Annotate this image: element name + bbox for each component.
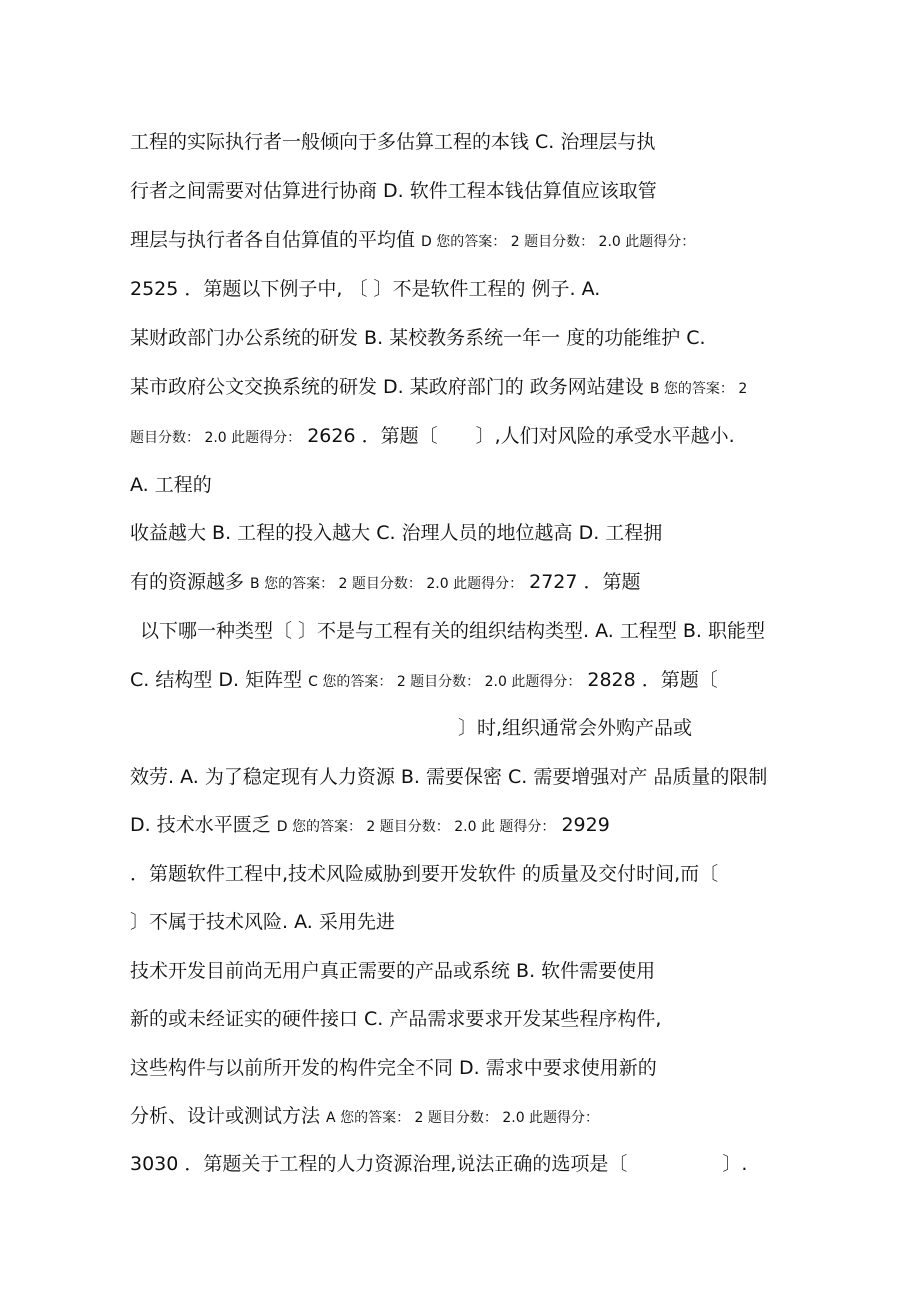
text-segment: 2626 ．第题〔 〕,人们对风险的承受水平越小.: [301, 425, 735, 447]
text-line: [130, 668, 718, 694]
text-line: [130, 424, 735, 450]
text-segment: 〕时,组织通常会外购产品或: [458, 717, 693, 739]
text-line: [130, 1007, 661, 1031]
text-segment: B 您的答案： 2: [649, 381, 748, 397]
text-segment: 2828 ．第题〔: [581, 669, 718, 691]
text-segment: D 您的答案： 2 题目分数： 2.0 此题得分：: [421, 234, 696, 250]
text-segment: 2727 ．第题: [523, 571, 641, 593]
text-segment: 2929: [555, 814, 610, 836]
text-segment: C 您的答案： 2 题目分数： 2.0 此题得分：: [308, 674, 582, 690]
text-line: [130, 813, 610, 839]
text-segment: 理层与执行者各自估算值的平均值: [130, 229, 422, 251]
text-segment: ．第题软件工程中,技术风险威胁到要开发软件 的质量及交付时间,而〔: [130, 863, 719, 885]
text-segment: 某财政部门办公系统的研发 B. 某校教务系统一年一 度的功能维护 C.: [130, 327, 706, 349]
text-segment: 某市政府公文交换系统的研发 D. 某政府部门的 政务网站建设: [130, 376, 650, 398]
text-segment: 收益越大 B. 工程的投入越大 C. 治理人员的地位越高 D. 工程拥: [130, 522, 663, 544]
text-line: [140, 619, 765, 643]
text-segment: 有的资源越多: [130, 571, 251, 593]
text-line: [130, 765, 767, 789]
text-line: [130, 277, 600, 301]
text-segment: 效劳. A. 为了稳定现有人力资源 B. 需要保密 C. 需要增强对产 品质量的限制: [130, 766, 768, 788]
text-segment: A 您的答案： 2 题目分数： 2.0 此题得分：: [326, 1110, 600, 1126]
text-line: [130, 130, 655, 154]
text-line: [130, 1104, 599, 1130]
text-segment: 2525 ．第题以下例子中, 〔 〕不是软件工程的 例子. A.: [130, 278, 601, 300]
text-segment: 技术开发目前尚无用户真正需要的产品或系统 B. 软件需要使用: [130, 960, 656, 982]
text-segment: D 您的答案： 2 题目分数： 2.0 此 题得分：: [276, 819, 556, 835]
text-segment: 这些构件与以前所开发的构件完全不同 D. 需求中要求使用新的: [130, 1057, 657, 1079]
text-segment: 行者之间需要对估算进行协商 D. 软件工程本钱估算值应该取管: [130, 180, 657, 202]
text-segment: 新的或未经证实的硬件接口 C. 产品需求要求开发某些程序构件,: [130, 1008, 662, 1030]
text-segment: A. 工程的: [130, 474, 212, 496]
text-line: [130, 910, 395, 934]
text-segment: 3030 ．第题关于工程的人力资源治理,说法正确的选项是〔 〕.: [130, 1153, 748, 1175]
text-line: [130, 228, 695, 254]
text-line: [130, 179, 657, 203]
text-segment: C. 结构型 D. 矩阵型: [130, 669, 309, 691]
text-segment: 题目分数： 2.0 此题得分：: [130, 430, 302, 446]
text-segment: 〕不属于技术风险. A. 采用先进: [130, 911, 395, 933]
text-line: [130, 862, 718, 886]
text-line: [130, 375, 747, 401]
text-line: [130, 959, 655, 983]
text-line: [130, 521, 662, 545]
text-segment: 以下哪一种类型〔 〕不是与工程有关的组织结构类型. A. 工程型 B. 职能型: [140, 620, 766, 642]
text-line: [130, 1056, 657, 1080]
text-segment: 工程的实际执行者一般倾向于多估算工程的本钱 C. 治理层与执: [130, 131, 656, 153]
text-line: [130, 473, 212, 497]
text-line: [130, 570, 641, 596]
text-line: [130, 1152, 747, 1176]
text-line: [130, 326, 706, 350]
text-line: [458, 716, 692, 740]
text-segment: D. 技术水平匮乏: [130, 814, 277, 836]
text-segment: 分析、设计或测试方法: [130, 1105, 327, 1127]
text-segment: B 您的答案： 2 题目分数： 2.0 此题得分：: [250, 576, 524, 592]
